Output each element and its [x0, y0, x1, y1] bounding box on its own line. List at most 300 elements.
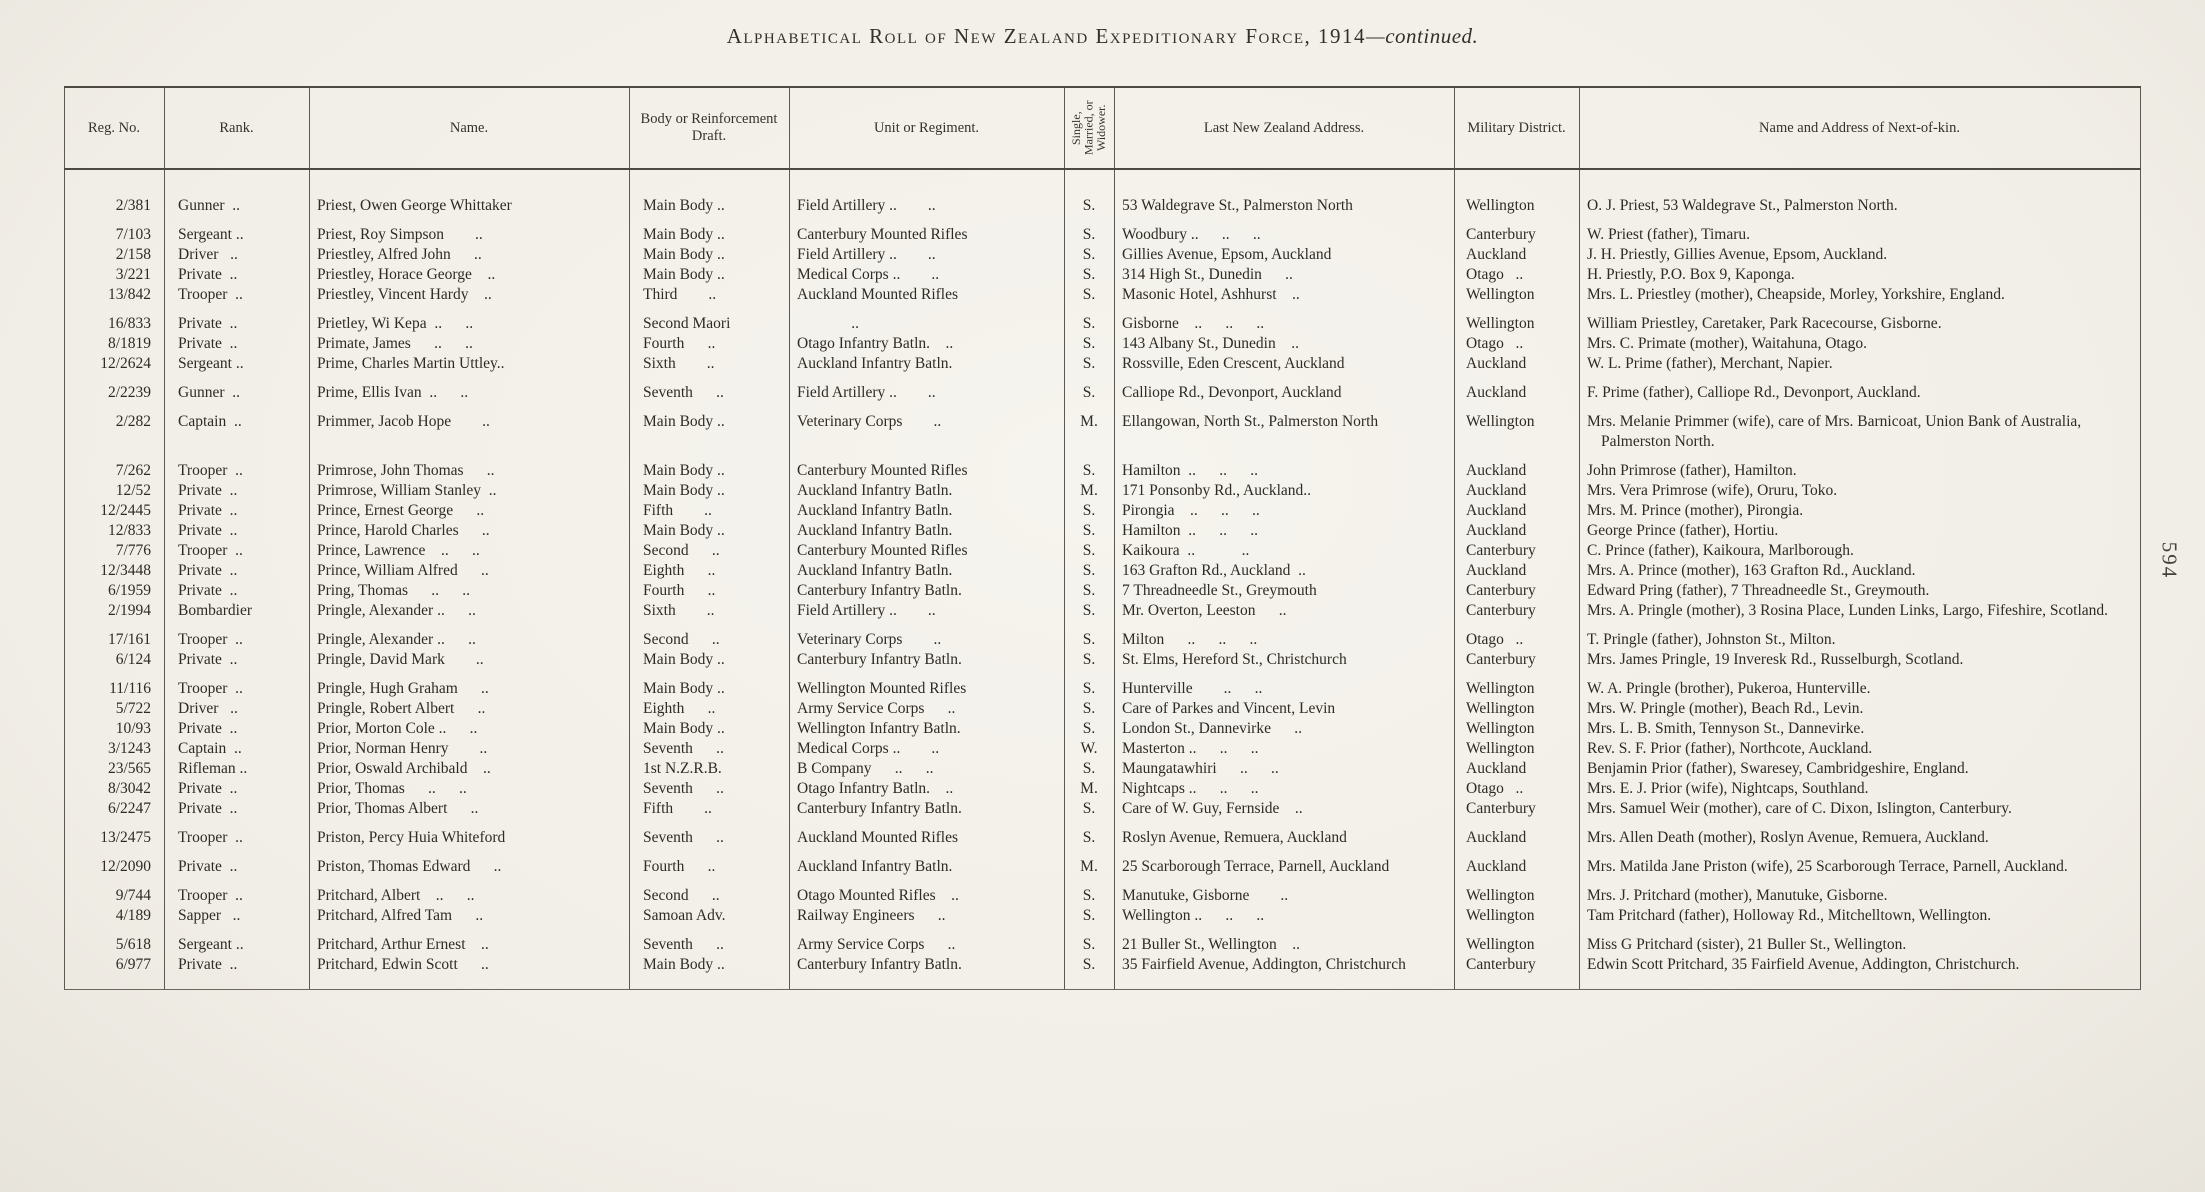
cell-marital-status: M.	[1080, 780, 1098, 797]
cell-reg-no: 11/116	[109, 680, 151, 697]
cell-reg-no: 13/2475	[100, 829, 151, 846]
page-number: 594	[2156, 541, 2181, 580]
cell-unit: ..	[797, 315, 859, 332]
table-row	[64, 739, 2141, 759]
cell-unit: Wellington Infantry Batln.	[797, 720, 961, 737]
cell-next-of-kin: Mrs. M. Prince (mother), Pirongia.	[1587, 502, 1804, 519]
cell-next-of-kin: O. J. Priest, 53 Waldegrave St., Palmerston North.	[1587, 197, 1898, 214]
cell-name: Pritchard, Arthur Ernest ..	[317, 936, 489, 953]
cell-draft: Fifth ..	[643, 800, 712, 817]
cell-rank: Driver ..	[178, 700, 238, 717]
cell-reg-no: 6/2247	[107, 800, 151, 817]
cell-name: Pringle, Alexander .. ..	[317, 602, 476, 619]
cell-unit: Canterbury Infantry Batln.	[797, 582, 962, 599]
cell-military-district: Auckland	[1466, 829, 1527, 846]
cell-rank: Private ..	[178, 482, 238, 499]
cell-name: Priestley, Horace George ..	[317, 266, 496, 283]
cell-unit: Auckland Infantry Batln.	[797, 355, 953, 372]
cell-marital-status: M.	[1080, 413, 1098, 430]
cell-marital-status: S.	[1082, 760, 1096, 777]
cell-nz-address: Masterton .. .. ..	[1122, 740, 1259, 757]
cell-rank: Private ..	[178, 956, 238, 973]
cell-name: Pritchard, Albert .. ..	[317, 887, 475, 904]
cell-unit: Veterinary Corps ..	[797, 413, 942, 430]
cell-name: Prior, Norman Henry ..	[317, 740, 488, 757]
cell-military-district: Canterbury	[1466, 226, 1536, 243]
cell-marital-status: S.	[1082, 226, 1096, 243]
cell-name: Priest, Roy Simpson ..	[317, 226, 483, 243]
cell-military-district: Otago ..	[1466, 266, 1524, 283]
cell-marital-status: S.	[1082, 651, 1096, 668]
cell-military-district: Auckland	[1466, 384, 1527, 401]
cell-nz-address: Rossville, Eden Crescent, Auckland	[1122, 355, 1345, 372]
cell-rank: Trooper ..	[178, 286, 243, 303]
cell-nz-address: Kaikoura .. ..	[1122, 542, 1250, 559]
cell-rank: Private ..	[178, 266, 238, 283]
cell-rank: Bombardier	[178, 602, 253, 619]
cell-marital-status: S.	[1082, 829, 1096, 846]
column-divider-line	[629, 88, 630, 168]
cell-nz-address: Milton .. .. ..	[1122, 631, 1258, 648]
table-row	[64, 354, 2141, 374]
table-row	[64, 779, 2141, 799]
cell-unit: Canterbury Infantry Batln.	[797, 800, 962, 817]
cell-nz-address: Hunterville .. ..	[1122, 680, 1263, 697]
cell-reg-no: 9/744	[115, 887, 151, 904]
page-title	[0, 0, 2205, 49]
cell-reg-no: 2/1994	[107, 602, 151, 619]
table-row	[64, 412, 2141, 452]
cell-name: Prior, Thomas .. ..	[317, 780, 467, 797]
cell-reg-no: 4/189	[115, 907, 151, 924]
table-row	[64, 481, 2141, 501]
cell-marital-status: S.	[1082, 266, 1096, 283]
table-row	[64, 699, 2141, 719]
cell-next-of-kin: Mrs. J. Pritchard (mother), Manutuke, Gisborne.	[1587, 887, 1888, 904]
cell-reg-no: 2/158	[115, 246, 151, 263]
cell-name: Priston, Thomas Edward ..	[317, 858, 502, 875]
column-divider-line	[629, 170, 630, 989]
cell-rank: Driver ..	[178, 246, 238, 263]
cell-next-of-kin: J. H. Priestly, Gillies Avenue, Epsom, Auckland.	[1587, 246, 1888, 263]
cell-marital-status: S.	[1082, 907, 1096, 924]
cell-name: Priestley, Vincent Hardy ..	[317, 286, 492, 303]
cell-draft: Eighth ..	[643, 700, 716, 717]
cell-unit: Canterbury Mounted Rifles	[797, 462, 968, 479]
cell-unit: Medical Corps .. ..	[797, 266, 940, 283]
table-header-row	[64, 86, 2141, 170]
cell-military-district: Otago ..	[1466, 335, 1524, 352]
cell-rank: Private ..	[178, 335, 238, 352]
cell-reg-no: 5/722	[115, 700, 151, 717]
cell-marital-status: S.	[1082, 800, 1096, 817]
column-header-district: Military District.	[1467, 119, 1566, 136]
cell-next-of-kin: Mrs. L. B. Smith, Tennyson St., Dannevirke.	[1587, 720, 1865, 737]
cell-rank: Trooper ..	[178, 462, 243, 479]
cell-marital-status: S.	[1082, 602, 1096, 619]
cell-marital-status: S.	[1082, 956, 1096, 973]
cell-military-district: Wellington	[1466, 197, 1535, 214]
table-body	[64, 170, 2141, 990]
cell-marital-status: S.	[1082, 887, 1096, 904]
cell-next-of-kin: Mrs. Melanie Primmer (wife), care of Mrs. Barnicoat, Union Bank of Australia, Palmerston North.	[1587, 413, 2086, 450]
table-row	[64, 225, 2141, 245]
cell-unit: Army Service Corps ..	[797, 936, 956, 953]
cell-military-district: Canterbury	[1466, 651, 1536, 668]
title-continued: —continued.	[1366, 24, 1479, 48]
cell-marital-status: S.	[1082, 562, 1096, 579]
cell-next-of-kin: Mrs. Samuel Weir (mother), care of C. Dixon, Islington, Canterbury.	[1587, 800, 2012, 817]
table-row	[64, 561, 2141, 581]
cell-nz-address: Masonic Hotel, Ashhurst ..	[1122, 286, 1300, 303]
column-divider-line	[164, 88, 165, 168]
table-row	[64, 521, 2141, 541]
cell-reg-no: 6/124	[115, 651, 151, 668]
cell-draft: Main Body ..	[643, 413, 725, 430]
cell-next-of-kin: Edward Pring (father), 7 Threadneedle St., Greymouth.	[1587, 582, 1930, 599]
column-divider-line	[1579, 88, 1580, 168]
column-divider-line	[1114, 88, 1115, 168]
cell-draft: Seventh ..	[643, 936, 724, 953]
cell-unit: Army Service Corps ..	[797, 700, 956, 717]
cell-military-district: Auckland	[1466, 858, 1527, 875]
column-divider-line	[164, 170, 165, 989]
cell-rank: Captain ..	[178, 413, 242, 430]
cell-unit: Field Artillery .. ..	[797, 602, 936, 619]
cell-reg-no: 12/2445	[100, 502, 151, 519]
table-row	[64, 828, 2141, 848]
cell-draft: Main Body ..	[643, 197, 725, 214]
cell-draft: Seventh ..	[643, 740, 724, 757]
cell-rank: Private ..	[178, 562, 238, 579]
table-row	[64, 886, 2141, 906]
table-row	[64, 857, 2141, 877]
cell-reg-no: 2/282	[115, 413, 151, 430]
cell-military-district: Canterbury	[1466, 800, 1536, 817]
cell-rank: Sergeant ..	[178, 936, 244, 953]
cell-military-district: Auckland	[1466, 522, 1527, 539]
cell-next-of-kin: Mrs. Allen Death (mother), Roslyn Avenue, Remuera, Auckland.	[1587, 829, 1989, 846]
cell-rank: Private ..	[178, 651, 238, 668]
cell-rank: Trooper ..	[178, 829, 243, 846]
cell-rank: Private ..	[178, 858, 238, 875]
column-divider-line	[1579, 170, 1580, 989]
cell-name: Prior, Morton Cole .. ..	[317, 720, 478, 737]
cell-draft: Main Body ..	[643, 266, 725, 283]
cell-nz-address: Care of W. Guy, Fernside ..	[1122, 800, 1303, 817]
cell-next-of-kin: Mrs. E. J. Prior (wife), Nightcaps, Southland.	[1587, 780, 1869, 797]
cell-unit: Railway Engineers ..	[797, 907, 946, 924]
cell-next-of-kin: Mrs. A. Pringle (mother), 3 Rosina Place, Lunden Links, Largo, Fifeshire, Scotland.	[1587, 602, 2109, 619]
table-row	[64, 955, 2141, 975]
cell-name: Primrose, John Thomas ..	[317, 462, 495, 479]
title-main: Alphabetical Roll of New Zealand Expeditionary Force, 1914	[726, 24, 1367, 48]
cell-marital-status: S.	[1082, 700, 1096, 717]
cell-military-district: Canterbury	[1466, 602, 1536, 619]
cell-marital-status: S.	[1082, 335, 1096, 352]
cell-rank: Trooper ..	[178, 887, 243, 904]
cell-nz-address: 314 High St., Dunedin ..	[1122, 266, 1293, 283]
roll-table	[64, 86, 2141, 990]
cell-nz-address: Mr. Overton, Leeston ..	[1122, 602, 1287, 619]
table-row	[64, 541, 2141, 561]
cell-nz-address: 163 Grafton Rd., Auckland ..	[1122, 562, 1306, 579]
table-row	[64, 314, 2141, 334]
cell-nz-address: London St., Dannevirke ..	[1122, 720, 1302, 737]
cell-unit: Canterbury Mounted Rifles	[797, 542, 968, 559]
column-header-status	[1064, 88, 1114, 168]
cell-military-district: Wellington	[1466, 680, 1535, 697]
cell-draft: Samoan Adv.	[643, 907, 726, 924]
cell-name: Pring, Thomas .. ..	[317, 582, 470, 599]
cell-unit: Otago Infantry Batln. ..	[797, 335, 954, 352]
cell-unit: Auckland Infantry Batln.	[797, 482, 953, 499]
cell-reg-no: 7/776	[115, 542, 151, 559]
cell-military-district: Otago ..	[1466, 780, 1524, 797]
cell-military-district: Wellington	[1466, 413, 1535, 430]
cell-reg-no: 6/977	[115, 956, 151, 973]
cell-nz-address: Woodbury .. .. ..	[1122, 226, 1261, 243]
cell-draft: Seventh ..	[643, 384, 724, 401]
cell-name: Pringle, Hugh Graham ..	[317, 680, 489, 697]
cell-draft: Main Body ..	[643, 482, 725, 499]
cell-draft: 1st N.Z.R.B.	[643, 760, 722, 777]
cell-name: Pringle, Robert Albert ..	[317, 700, 486, 717]
cell-rank: Trooper ..	[178, 680, 243, 697]
cell-rank: Sergeant ..	[178, 355, 244, 372]
table-row	[64, 334, 2141, 354]
cell-marital-status: S.	[1082, 720, 1096, 737]
cell-name: Primrose, William Stanley ..	[317, 482, 497, 499]
cell-nz-address: 143 Albany St., Dunedin ..	[1122, 335, 1299, 352]
column-header-name: Name.	[449, 119, 489, 136]
table-row	[64, 630, 2141, 650]
cell-military-district: Canterbury	[1466, 956, 1536, 973]
cell-marital-status: W.	[1080, 740, 1098, 757]
cell-unit: Auckland Mounted Rifles	[797, 829, 959, 846]
cell-military-district: Canterbury	[1466, 542, 1536, 559]
cell-next-of-kin: W. L. Prime (father), Merchant, Napier.	[1587, 355, 1833, 372]
table-row	[64, 196, 2141, 216]
table-row	[64, 601, 2141, 621]
column-divider-line	[1064, 88, 1065, 168]
table-row	[64, 679, 2141, 699]
cell-next-of-kin: W. A. Pringle (brother), Pukeroa, Hunterville.	[1587, 680, 1871, 697]
cell-marital-status: M.	[1080, 858, 1098, 875]
cell-reg-no: 5/618	[115, 936, 151, 953]
cell-next-of-kin: T. Pringle (father), Johnston St., Milton.	[1587, 631, 1836, 648]
cell-next-of-kin: W. Priest (father), Timaru.	[1587, 226, 1751, 243]
cell-next-of-kin: Tam Pritchard (father), Holloway Rd., Mitchelltown, Wellington.	[1587, 907, 1992, 924]
table-row	[64, 650, 2141, 670]
cell-nz-address: Wellington .. .. ..	[1122, 907, 1265, 924]
cell-reg-no: 12/3448	[100, 562, 151, 579]
column-header-kin: Name and Address of Next-of-kin.	[1759, 119, 1960, 136]
cell-name: Primmer, Jacob Hope ..	[317, 413, 490, 430]
cell-reg-no: 3/221	[115, 266, 151, 283]
cell-draft: Seventh ..	[643, 780, 724, 797]
cell-unit: Otago Mounted Rifles ..	[797, 887, 959, 904]
cell-military-district: Wellington	[1466, 907, 1535, 924]
cell-unit: Field Artillery .. ..	[797, 197, 936, 214]
table-row	[64, 719, 2141, 739]
cell-next-of-kin: Mrs. Matilda Jane Priston (wife), 25 Scarborough Terrace, Parnell, Auckland.	[1587, 858, 2068, 875]
cell-nz-address: 21 Buller St., Wellington ..	[1122, 936, 1301, 953]
cell-next-of-kin: C. Prince (father), Kaikoura, Marlborough.	[1587, 542, 1854, 559]
cell-name: Primate, James .. ..	[317, 335, 473, 352]
cell-reg-no: 17/161	[107, 631, 151, 648]
cell-nz-address: Hamilton .. .. ..	[1122, 462, 1259, 479]
cell-next-of-kin: Edwin Scott Pritchard, 35 Fairfield Avenue, Addington, Christchurch.	[1587, 956, 2020, 973]
column-divider-line	[789, 88, 790, 168]
cell-next-of-kin: George Prince (father), Hortiu.	[1587, 522, 1779, 539]
cell-reg-no: 13/842	[107, 286, 151, 303]
cell-draft: Main Body ..	[643, 522, 725, 539]
cell-unit: Field Artillery .. ..	[797, 246, 936, 263]
table-row	[64, 759, 2141, 779]
cell-rank: Gunner ..	[178, 197, 240, 214]
cell-marital-status: S.	[1082, 542, 1096, 559]
column-header-rank: Rank.	[219, 119, 254, 136]
cell-name: Pritchard, Alfred Tam ..	[317, 907, 484, 924]
cell-name: Priestley, Alfred John ..	[317, 246, 482, 263]
cell-next-of-kin: Mrs. A. Prince (mother), 163 Grafton Rd., Auckland.	[1587, 562, 1916, 579]
cell-marital-status: S.	[1082, 286, 1096, 303]
cell-nz-address: 171 Ponsonby Rd., Auckland..	[1122, 482, 1312, 499]
cell-military-district: Canterbury	[1466, 582, 1536, 599]
cell-nz-address: 7 Threadneedle St., Greymouth	[1122, 582, 1317, 599]
column-divider-line	[309, 88, 310, 168]
cell-draft: Eighth ..	[643, 562, 716, 579]
table-row	[64, 285, 2141, 305]
cell-marital-status: S.	[1082, 502, 1096, 519]
cell-nz-address: 53 Waldegrave St., Palmerston North	[1122, 197, 1353, 214]
cell-name: Prince, Harold Charles ..	[317, 522, 490, 539]
cell-unit: Auckland Mounted Rifles	[797, 286, 959, 303]
cell-draft: Seventh ..	[643, 829, 724, 846]
column-divider-line	[1454, 88, 1455, 168]
cell-nz-address: Gillies Avenue, Epsom, Auckland	[1122, 246, 1332, 263]
cell-reg-no: 12/52	[115, 482, 151, 499]
cell-next-of-kin: Mrs. L. Priestley (mother), Cheapside, Morley, Yorkshire, England.	[1587, 286, 2005, 303]
cell-draft: Fourth ..	[643, 858, 716, 875]
cell-next-of-kin: Mrs. C. Primate (mother), Waitahuna, Otago.	[1587, 335, 1867, 352]
cell-rank: Private ..	[178, 315, 238, 332]
cell-nz-address: St. Elms, Hereford St., Christchurch	[1122, 651, 1347, 668]
cell-nz-address: 25 Scarborough Terrace, Parnell, Auckland	[1122, 858, 1390, 875]
cell-draft: Main Body ..	[643, 246, 725, 263]
cell-next-of-kin: John Primrose (father), Hamilton.	[1587, 462, 1797, 479]
cell-marital-status: M.	[1080, 482, 1098, 499]
cell-nz-address: Care of Parkes and Vincent, Levin	[1122, 700, 1336, 717]
cell-next-of-kin: Mrs. James Pringle, 19 Inveresk Rd., Russelburgh, Scotland.	[1587, 651, 1964, 668]
cell-unit: Field Artillery .. ..	[797, 384, 936, 401]
table-row	[64, 906, 2141, 926]
cell-draft: Main Body ..	[643, 226, 725, 243]
cell-reg-no: 12/2090	[100, 858, 151, 875]
cell-rank: Sergeant ..	[178, 226, 244, 243]
column-divider-line	[1064, 170, 1065, 989]
cell-reg-no: 2/381	[115, 197, 151, 214]
cell-unit: B Company .. ..	[797, 760, 934, 777]
cell-military-district: Wellington	[1466, 936, 1535, 953]
cell-military-district: Wellington	[1466, 887, 1535, 904]
cell-next-of-kin: Mrs. W. Pringle (mother), Beach Rd., Levin.	[1587, 700, 1864, 717]
table-row	[64, 265, 2141, 285]
cell-military-district: Auckland	[1466, 355, 1527, 372]
cell-unit: Auckland Infantry Batln.	[797, 502, 953, 519]
cell-unit: Canterbury Infantry Batln.	[797, 956, 962, 973]
cell-unit: Auckland Infantry Batln.	[797, 562, 953, 579]
cell-military-district: Auckland	[1466, 246, 1527, 263]
cell-nz-address: Hamilton .. .. ..	[1122, 522, 1259, 539]
cell-marital-status: S.	[1082, 631, 1096, 648]
cell-next-of-kin: F. Prime (father), Calliope Rd., Devonport, Auckland.	[1587, 384, 1921, 401]
cell-rank: Captain ..	[178, 740, 242, 757]
cell-reg-no: 7/103	[115, 226, 151, 243]
cell-unit: Canterbury Infantry Batln.	[797, 651, 962, 668]
cell-name: Prime, Charles Martin Uttley..	[317, 355, 505, 372]
cell-draft: Main Body ..	[643, 680, 725, 697]
cell-reg-no: 12/833	[107, 522, 151, 539]
column-divider-line	[309, 170, 310, 989]
cell-rank: Sapper ..	[178, 907, 241, 924]
cell-nz-address: Ellangowan, North St., Palmerston North	[1122, 413, 1379, 430]
cell-military-district: Wellington	[1466, 286, 1535, 303]
cell-name: Prior, Thomas Albert ..	[317, 800, 479, 817]
cell-name: Prince, William Alfred ..	[317, 562, 489, 579]
cell-next-of-kin: William Priestley, Caretaker, Park Racecourse, Gisborne.	[1587, 315, 1942, 332]
table-row	[64, 501, 2141, 521]
cell-nz-address: Manutuke, Gisborne ..	[1122, 887, 1289, 904]
cell-draft: Second ..	[643, 887, 720, 904]
cell-nz-address: Maungatawhiri .. ..	[1122, 760, 1279, 777]
cell-draft: Sixth ..	[643, 602, 715, 619]
cell-rank: Trooper ..	[178, 542, 243, 559]
cell-rank: Private ..	[178, 800, 238, 817]
cell-name: Pringle, David Mark ..	[317, 651, 484, 668]
cell-name: Prior, Oswald Archibald ..	[317, 760, 491, 777]
column-divider-line	[1454, 170, 1455, 989]
table-row	[64, 799, 2141, 819]
cell-reg-no: 6/1959	[107, 582, 151, 599]
cell-reg-no: 7/262	[115, 462, 151, 479]
cell-draft: Main Body ..	[643, 462, 725, 479]
cell-unit: Veterinary Corps ..	[797, 631, 942, 648]
cell-draft: Fifth ..	[643, 502, 712, 519]
table-row	[64, 383, 2141, 403]
column-divider-line	[1114, 170, 1115, 989]
cell-marital-status: S.	[1082, 936, 1096, 953]
cell-unit: Canterbury Mounted Rifles	[797, 226, 968, 243]
cell-nz-address: Nightcaps .. .. ..	[1122, 780, 1259, 797]
column-header-draft: Body or Reinforcement Draft.	[640, 111, 778, 144]
column-divider-line	[64, 88, 65, 168]
cell-nz-address: Gisborne .. .. ..	[1122, 315, 1265, 332]
cell-draft: Sixth ..	[643, 355, 715, 372]
cell-draft: Third ..	[643, 286, 717, 303]
cell-draft: Main Body ..	[643, 720, 725, 737]
column-divider-line	[789, 170, 790, 989]
cell-military-district: Auckland	[1466, 482, 1527, 499]
cell-rank: Rifleman ..	[178, 760, 248, 777]
cell-name: Prince, Lawrence .. ..	[317, 542, 480, 559]
cell-military-district: Wellington	[1466, 740, 1535, 757]
cell-name: Prime, Ellis Ivan .. ..	[317, 384, 469, 401]
cell-rank: Private ..	[178, 522, 238, 539]
cell-name: Prince, Ernest George ..	[317, 502, 485, 519]
cell-name: Prietley, Wi Kepa .. ..	[317, 315, 474, 332]
